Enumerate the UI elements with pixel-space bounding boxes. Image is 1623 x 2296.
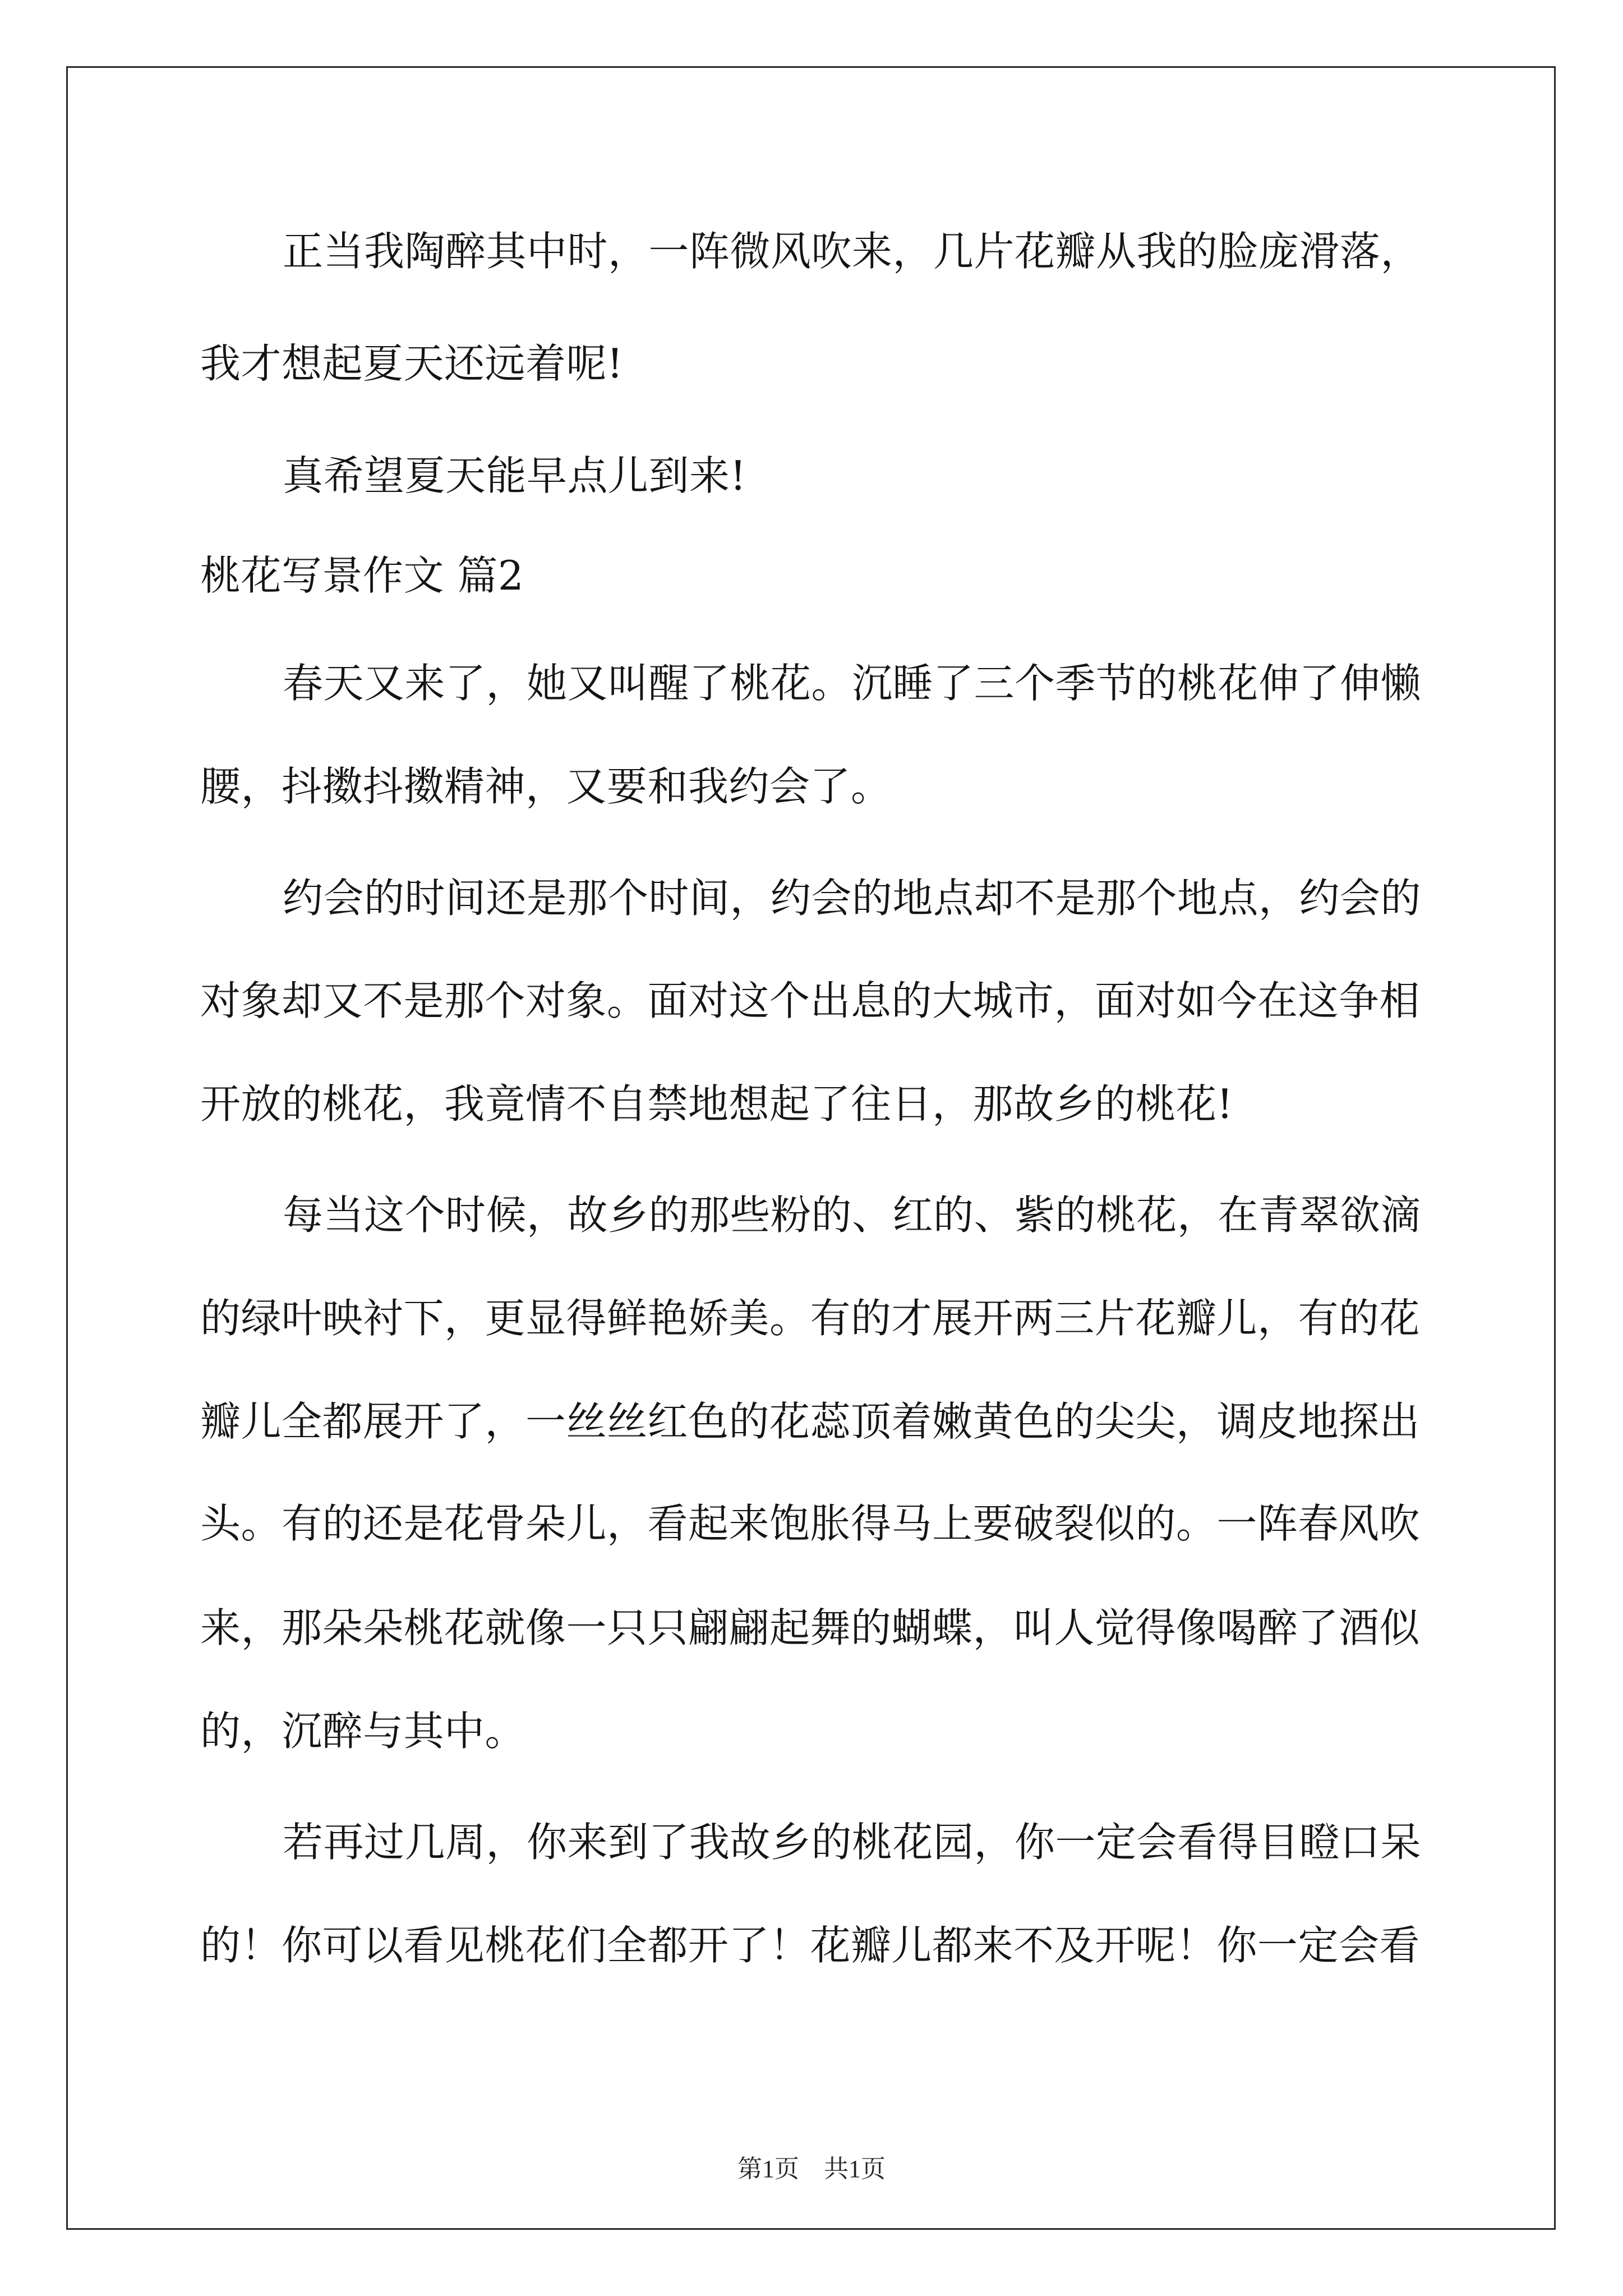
page-number: 第1页 共1页 xyxy=(737,2155,886,2183)
paragraph-line: 正当我陶醉其中时，一阵微风吹来，几片花瓣从我的脸庞滑落， xyxy=(283,228,1422,275)
paragraph-line: 来，那朵朵桃花就像一只只翩翩起舞的蝴蝶，叫人觉得像喝醉了酒似 xyxy=(200,1604,1421,1651)
paragraph-line: 真希望夏天能早点儿到来! xyxy=(283,452,746,499)
paragraph-line: 对象却又不是那个对象。面对这个出息的大城市，面对如今在这争相 xyxy=(200,977,1421,1024)
paragraph-line: 约会的时间还是那个时间，约会的地点却不是那个地点，约会的 xyxy=(283,875,1422,922)
paragraph-line: 的，沉醉与其中。 xyxy=(200,1708,526,1755)
paragraph-line: 的绿叶映衬下，更显得鲜艳娇美。有的才展开两三片花瓣儿，有的花 xyxy=(200,1295,1421,1342)
paragraph-line: 我才想起夏天还远着呢! xyxy=(200,340,624,387)
page-border xyxy=(66,66,1556,2230)
paragraph-line: 头。有的还是花骨朵儿，看起来饱胀得马上要破裂似的。一阵春风吹 xyxy=(200,1500,1421,1547)
paragraph-line: 春天又来了，她又叫醒了桃花。沉睡了三个季节的桃花伸了伸懒 xyxy=(283,660,1422,707)
paragraph-line: 开放的桃花，我竟情不自禁地想起了往日，那故乡的桃花! xyxy=(200,1080,1233,1128)
paragraph-line: 若再过几周，你来到了我故乡的桃花园，你一定会看得目瞪口呆 xyxy=(283,1819,1422,1866)
paragraph-line: 每当这个时候，故乡的那些粉的、红的、紫的桃花，在青翠欲滴 xyxy=(283,1191,1422,1239)
paragraph-line: 的！你可以看见桃花们全都开了！花瓣儿都来不及开呢！你一定会看 xyxy=(200,1922,1421,1969)
paragraph-line: 腰，抖擞抖擞精神，又要和我约会了。 xyxy=(200,763,892,810)
section-heading: 桃花写景作文 篇2 xyxy=(200,552,524,599)
paragraph-line: 瓣儿全都展开了，一丝丝红色的花蕊顶着嫩黄色的尖尖，调皮地探出 xyxy=(200,1398,1421,1445)
